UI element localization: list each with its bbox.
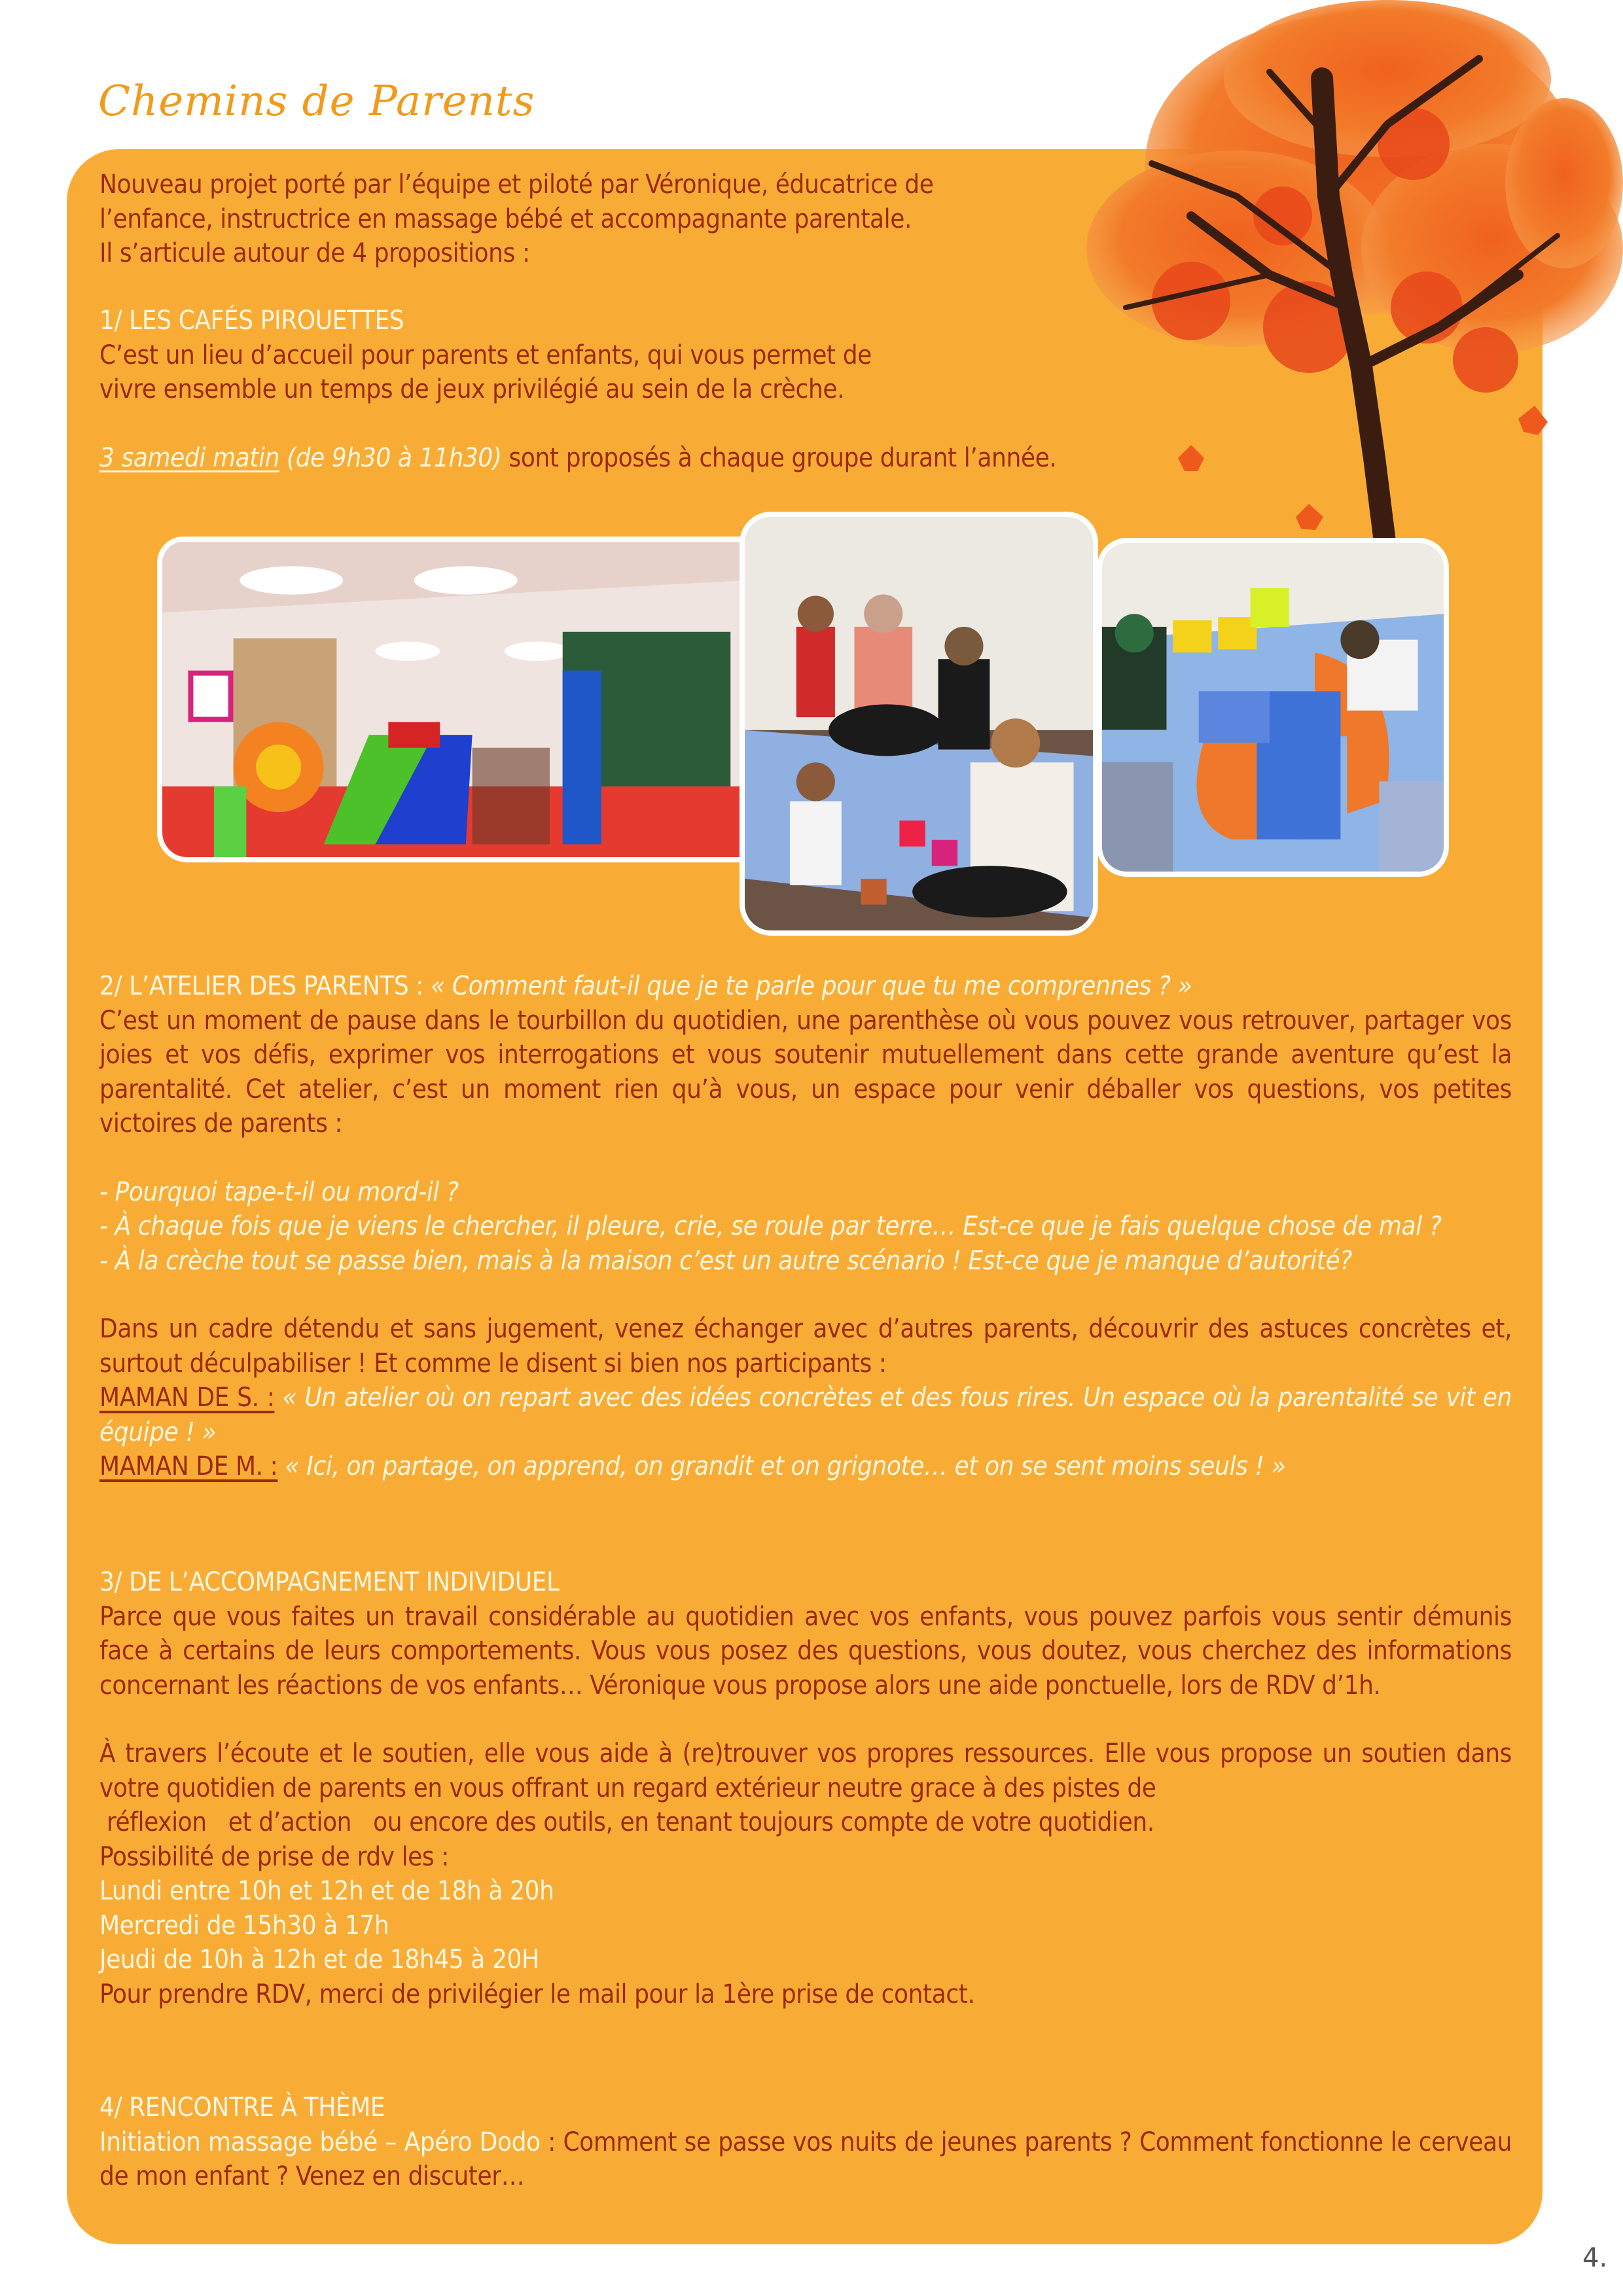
theme-separator: : xyxy=(540,2127,563,2157)
schedule-hours: (de 9h30 à 11h30) xyxy=(279,442,502,473)
slot-list xyxy=(99,1874,1512,1977)
section-rencontre-a-theme xyxy=(99,2091,1512,2194)
slot-item: Lundi entre 10h et 12h et de 18h à 20h xyxy=(99,1876,554,1906)
contact-note: Pour prendre RDV, merci de privilégier le mail pour la 1ère prise de contact. xyxy=(99,1979,975,2009)
slot-item: Mercredi de 15h30 à 17h xyxy=(99,1910,389,1941)
section-body-2: À travers l’écoute et le soutien, elle vous aide à (re)trouver vos propres ressources. Elle vous propose un soutien dans votre quotidien de parents en vous offrant un regard extérieur neutre grace à des pistes de xyxy=(99,1739,1512,1803)
intro-line: Il s’articule autour de 4 propositions : xyxy=(99,238,530,268)
section-body-line: vivre ensemble un temps de jeux privilégié au sein de la crèche. xyxy=(99,374,845,404)
section-cafes-pirouettes xyxy=(99,304,1512,475)
section-accompagnement-individuel xyxy=(99,1565,1512,2011)
section-body xyxy=(99,2125,1512,2194)
question-item: - À la crèche tout se passe bien, mais à la maison c’est un autre scénario ! Est-ce que je manque d’autorité? xyxy=(99,1245,1352,1276)
photo-motor-play-room xyxy=(157,537,749,862)
page-title: Chemins de Parents xyxy=(98,77,535,126)
availability-label: Possibilité de prise de rdv les : xyxy=(99,1841,450,1872)
section-atelier-des-parents xyxy=(99,969,1512,1484)
question-item: - À chaque fois que je viens le chercher, il pleure, crie, se roule par terre… Est-ce que je fais quelque chose de mal ? xyxy=(99,1211,1442,1241)
schedule-rest: sont proposés à chaque groupe durant l’année. xyxy=(501,442,1057,473)
slot-item: Jeudi de 10h à 12h et de 18h45 à 20H xyxy=(99,1945,539,1975)
section-heading: 3/ DE L’ACCOMPAGNEMENT INDIVIDUEL xyxy=(99,1567,560,1597)
page-number: 4. xyxy=(1582,2243,1608,2273)
section-body: C’est un moment de pause dans le tourbillon du quotidien, une parenthèse où vous pouvez vous retrouver, partager vos joies et vos défis, exprimer vos interrogations et vous soutenir mutuellement dans cette grande aventure qu’est la parentalité. Cet atelier, c’est un moment rien qu’à vous, un espace pour venir déballer vos questions, vos petites victoires de parents : xyxy=(99,1005,1512,1139)
heading-quote: « Comment faut-il que je te parle pour que tu me comprennes ? » xyxy=(431,971,1192,1001)
testimonial-quote: « Ici, on partage, on apprend, on grandit et on grignote… et on se sent moins seuls ! » xyxy=(277,1451,1286,1481)
testimonial xyxy=(99,1449,1512,1484)
photo-foam-modules xyxy=(1097,538,1449,877)
section-body: Parce que vous faites un travail considérable au quotidien avec vos enfants, vous pouvez parfois vous sentir démunis face à certains de leurs comportements. Vous vous posez des questions, vous doutez, vous cherchez des informations concernant les réactions de vos enfants… Véronique vous propose alors une aide ponctuelle, lors de RDV d’1h. xyxy=(99,1601,1512,1701)
schedule-line xyxy=(99,441,1512,476)
heading-separator: : xyxy=(408,971,431,1001)
schedule-days: 3 samedi matin xyxy=(99,442,280,473)
photo-parents-children-mat xyxy=(740,512,1098,936)
intro-paragraph xyxy=(99,168,1512,271)
testimonial xyxy=(99,1381,1512,1449)
section-heading: 4/ RENCONTRE À THÈME xyxy=(99,2093,385,2123)
theme-body: Comment se passe vos nuits de jeunes parents ? Comment fonctionne le cerveau de mon enfant ? Venez en discuter… xyxy=(99,2127,1512,2191)
theme-topic: Initiation massage bébé – Apéro Dodo xyxy=(99,2127,541,2157)
section-closing: Dans un cadre détendu et sans jugement, venez échanger avec d’autres parents, découvrir des astuces concrètes et, surtout déculpabiliser ! Et comme le disent si bien nos participants : xyxy=(99,1314,1512,1379)
section-body-line: C’est un lieu d’accueil pour parents et enfants, qui vous permet de xyxy=(99,340,872,370)
testimonial-quote: « Un atelier où on repart avec des idées concrètes et des fous rires. Un espace où la parentalité se vit en équipe ! » xyxy=(99,1383,1512,1447)
intro-line: l’enfance, instructrice en massage bébé et accompagnante parentale. xyxy=(99,203,912,234)
question-item: - Pourquoi tape-t-il ou mord-il ? xyxy=(99,1176,459,1207)
testimonial-author: MAMAN DE S. : xyxy=(99,1383,275,1413)
testimonial-author: MAMAN DE M. : xyxy=(99,1451,278,1481)
question-list xyxy=(99,1175,1512,1279)
autumn-tree-icon xyxy=(1021,0,1623,563)
section-heading-line xyxy=(99,969,1512,1004)
section-heading: 2/ L’ATELIER DES PARENTS xyxy=(99,971,409,1001)
section-body-2-last: réflexion et d’action ou encore des outils, en tenant toujours compte de votre quotidien. xyxy=(99,1807,1154,1837)
intro-line: Nouveau projet porté par l’équipe et piloté par Véronique, éducatrice de xyxy=(99,169,934,200)
section-heading: 1/ LES CAFÉS PIROUETTES xyxy=(99,306,404,336)
